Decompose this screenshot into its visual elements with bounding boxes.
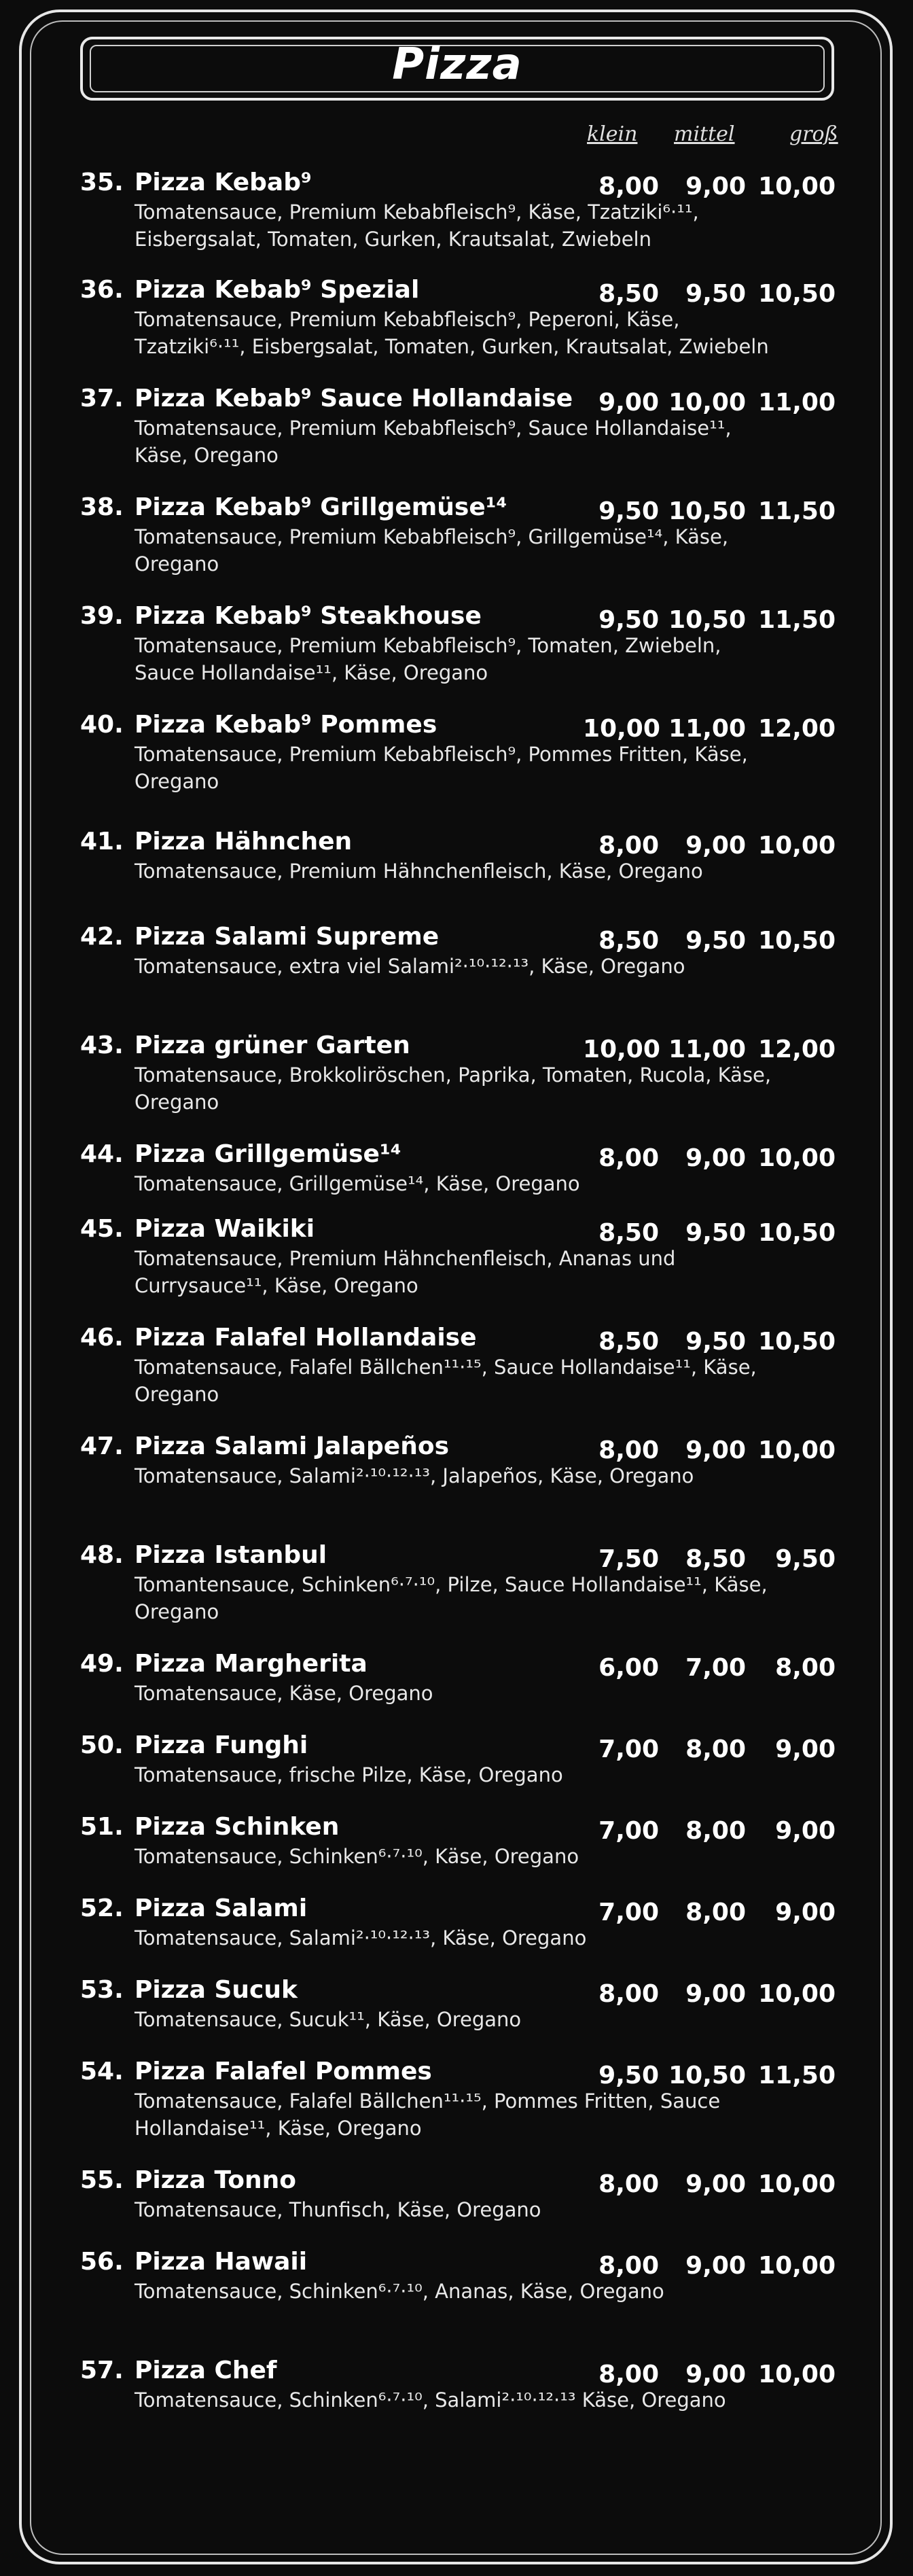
price-mittel: 8,00: [685, 1817, 746, 1845]
price-mittel: 10,50: [668, 2062, 746, 2089]
price-mittel: 9,00: [685, 2252, 746, 2280]
menu-item: [80, 602, 861, 686]
menu-item: [80, 923, 861, 980]
price-gross: 9,50: [775, 1545, 836, 1573]
price-mittel: 11,00: [668, 1036, 746, 1063]
item-name: Pizza Waikiki: [135, 1215, 315, 1243]
menu-item: [80, 1976, 861, 2033]
price-gross: 9,00: [775, 1899, 836, 1926]
item-number: 56.: [80, 2248, 124, 2276]
menu-item-header: [80, 1324, 861, 1354]
menu-item: [80, 169, 861, 253]
item-description: Tomatensauce, Premium Kebabfleisch⁹, Grillgemüse¹⁴, Käse, Oregano: [135, 525, 729, 576]
item-name: Pizza Kebab⁹ Pommes: [135, 711, 437, 739]
price-klein: 8,00: [598, 1144, 659, 1172]
size-medium-header: mittel: [674, 122, 735, 146]
price-gross: 10,00: [758, 2252, 836, 2280]
item-name: Pizza Sucuk: [135, 1976, 298, 2004]
price-klein: 10,00: [583, 715, 660, 743]
price-gross: 10,50: [758, 280, 836, 308]
price-gross: 10,00: [758, 832, 836, 860]
item-description: Tomatensauce, Premium Hähnchenfleisch, Ananas und Currysauce¹¹, Käse, Oregano: [135, 1247, 676, 1297]
menu-item-header: [80, 1731, 861, 1761]
menu-item-header: [80, 1650, 861, 1680]
item-number: 57.: [80, 2357, 124, 2384]
item-description: Tomatensauce, frische Pilze, Käse, Oregano: [135, 1763, 563, 1786]
item-name: Pizza Istanbul: [135, 1541, 327, 1569]
price-mittel: 9,50: [685, 927, 746, 955]
item-name: Pizza Salami: [135, 1894, 308, 1922]
menu-item-header: [80, 1432, 861, 1462]
menu-item-header: [80, 1894, 861, 1924]
item-description: Tomatensauce, Premium Kebabfleisch⁹, Pommes Fritten, Käse, Oregano: [135, 743, 748, 793]
price-gross: 10,50: [758, 1328, 836, 1356]
item-number: 36.: [80, 276, 124, 304]
menu-item-header: [80, 602, 861, 632]
menu-item: [80, 276, 861, 360]
price-mittel: 9,00: [685, 1980, 746, 2008]
price-klein: 8,00: [598, 2252, 659, 2280]
item-name: Pizza Grillgemüse¹⁴: [135, 1140, 401, 1168]
price-klein: 8,50: [598, 1219, 659, 1247]
price-klein: 8,00: [598, 2170, 659, 2198]
item-description: Tomatensauce, Falafel Bällchen¹¹·¹⁵, Sauce Hollandaise¹¹, Käse, Oregano: [135, 1356, 757, 1406]
menu-item-header: [80, 1976, 861, 2006]
item-number: 35.: [80, 169, 124, 196]
menu-item: [80, 1894, 861, 1952]
item-number: 44.: [80, 1140, 124, 1168]
price-gross: 10,00: [758, 1980, 836, 2008]
item-description: Tomatensauce, Schinken⁶·⁷·¹⁰, Salami²·¹⁰·¹²·¹³ Käse, Oregano: [135, 2388, 726, 2412]
menu-item-header: [80, 2248, 861, 2278]
price-mittel: 9,00: [685, 1436, 746, 1464]
price-klein: 6,00: [598, 1654, 659, 1682]
menu-item: [80, 1650, 861, 1707]
item-number: 55.: [80, 2166, 124, 2194]
item-name: Pizza Salami Supreme: [135, 923, 440, 951]
price-mittel: 9,50: [685, 280, 746, 308]
item-number: 40.: [80, 711, 124, 739]
menu-item-header: [80, 1813, 861, 1843]
price-klein: 7,00: [598, 1899, 659, 1926]
item-name: Pizza Kebab⁹ Grillgemüse¹⁴: [135, 493, 507, 521]
price-gross: 10,00: [758, 2170, 836, 2198]
menu-item: [80, 1140, 861, 1197]
menu-item: [80, 2248, 861, 2305]
price-klein: 8,50: [598, 280, 659, 308]
price-mittel: 7,00: [685, 1654, 746, 1682]
price-gross: 10,00: [758, 1436, 836, 1464]
price-mittel: 11,00: [668, 715, 746, 743]
price-gross: 10,00: [758, 173, 836, 200]
item-number: 50.: [80, 1731, 124, 1759]
menu-item: [80, 2357, 861, 2414]
item-number: 37.: [80, 385, 124, 412]
price-gross: 10,50: [758, 1219, 836, 1247]
price-mittel: 9,50: [685, 1328, 746, 1356]
item-name: Pizza Funghi: [135, 1731, 308, 1759]
price-mittel: 9,50: [685, 1219, 746, 1247]
price-mittel: 9,00: [685, 2361, 746, 2388]
price-klein: 9,00: [598, 389, 659, 417]
item-number: 51.: [80, 1813, 124, 1841]
item-name: Pizza Salami Jalapeños: [135, 1432, 449, 1460]
price-klein: 8,00: [598, 1980, 659, 2008]
menu-item: [80, 828, 861, 885]
item-name: Pizza Kebab⁹ Sauce Hollandaise: [135, 385, 573, 412]
item-name: Pizza grüner Garten: [135, 1031, 410, 1059]
price-klein: 10,00: [583, 1036, 660, 1063]
price-mittel: 9,00: [685, 173, 746, 200]
menu-item: [80, 1813, 861, 1870]
price-gross: 9,00: [775, 1735, 836, 1763]
item-description: Tomatensauce, Premium Kebabfleisch⁹, Käse, Tzatziki⁶·¹¹, Eisbergsalat, Tomaten, Gurken, Krautsalat, Zwiebeln: [135, 200, 699, 251]
size-large-header: groß: [789, 122, 838, 146]
menu-item-header: [80, 2357, 861, 2386]
item-number: 46.: [80, 1324, 124, 1352]
price-klein: 9,50: [598, 497, 659, 525]
item-description: Tomatensauce, Premium Kebabfleisch⁹, Sauce Hollandaise¹¹, Käse, Oregano: [135, 417, 732, 467]
item-name: Pizza Kebab⁹: [135, 169, 312, 196]
item-number: 45.: [80, 1215, 124, 1243]
item-name: Pizza Schinken: [135, 1813, 340, 1841]
menu-item-header: [80, 2058, 861, 2087]
item-number: 41.: [80, 828, 124, 855]
price-gross: 11,50: [758, 497, 836, 525]
item-number: 49.: [80, 1650, 124, 1678]
price-klein: 8,00: [598, 173, 659, 200]
price-mittel: 10,50: [668, 497, 746, 525]
item-name: Pizza Hawaii: [135, 2248, 308, 2276]
item-description: Tomatensauce, Thunfisch, Käse, Oregano: [135, 2198, 541, 2221]
menu-item-header: [80, 169, 861, 198]
menu-item-header: [80, 1140, 861, 1170]
item-number: 43.: [80, 1031, 124, 1059]
price-mittel: 9,00: [685, 2170, 746, 2198]
menu-item-header: [80, 923, 861, 953]
price-gross: 12,00: [758, 1036, 836, 1063]
menu-item: [80, 1432, 861, 1489]
menu-item: [80, 2058, 861, 2142]
price-klein: 7,00: [598, 1735, 659, 1763]
menu-item: [80, 385, 861, 469]
price-gross: 9,00: [775, 1817, 836, 1845]
item-number: 39.: [80, 602, 124, 630]
menu-item-header: [80, 828, 861, 858]
page-title: Pizza: [392, 39, 522, 90]
price-klein: 8,00: [598, 1436, 659, 1464]
item-description: Tomatensauce, Sucuk¹¹, Käse, Oregano: [135, 2008, 522, 2031]
price-klein: 8,50: [598, 927, 659, 955]
title-banner: [80, 26, 834, 111]
price-klein: 8,50: [598, 1328, 659, 1356]
price-klein: 8,00: [598, 2361, 659, 2388]
item-number: 53.: [80, 1976, 124, 2004]
menu-item: [80, 1215, 861, 1299]
menu-item: [80, 493, 861, 578]
price-gross: 8,00: [775, 1654, 836, 1682]
item-description: Tomatensauce, Premium Hähnchenfleisch, Käse, Oregano: [135, 860, 703, 883]
item-number: 38.: [80, 493, 124, 521]
price-klein: 7,50: [598, 1545, 659, 1573]
price-mittel: 10,50: [668, 606, 746, 634]
item-description: Tomatensauce, Käse, Oregano: [135, 1682, 433, 1705]
item-description: Tomantensauce, Schinken⁶·⁷·¹⁰, Pilze, Sauce Hollandaise¹¹, Käse, Oregano: [135, 1573, 768, 1623]
item-number: 47.: [80, 1432, 124, 1460]
item-name: Pizza Margherita: [135, 1650, 368, 1678]
menu-item: [80, 1541, 861, 1625]
size-small-header: klein: [587, 122, 638, 146]
size-headers: [0, 122, 913, 163]
menu-item-header: [80, 2166, 861, 2196]
item-description: Tomatensauce, Salami²·¹⁰·¹²·¹³, Käse, Oregano: [135, 1926, 587, 1949]
menu-item: [80, 1031, 861, 1116]
item-name: Pizza Chef: [135, 2357, 277, 2384]
price-gross: 11,50: [758, 2062, 836, 2089]
price-gross: 10,00: [758, 1144, 836, 1172]
item-number: 52.: [80, 1894, 124, 1922]
price-mittel: 8,50: [685, 1545, 746, 1573]
item-description: Tomatensauce, Premium Kebabfleisch⁹, Peperoni, Käse, Tzatziki⁶·¹¹, Eisbergsalat, Tomaten, Gurken, Krautsalat, Zwiebeln: [135, 308, 769, 358]
item-name: Pizza Falafel Pommes: [135, 2058, 432, 2085]
item-name: Pizza Falafel Hollandaise: [135, 1324, 477, 1352]
price-mittel: 9,00: [685, 1144, 746, 1172]
price-klein: 8,00: [598, 832, 659, 860]
price-gross: 10,00: [758, 2361, 836, 2388]
price-mittel: 10,00: [668, 389, 746, 417]
price-klein: 9,50: [598, 2062, 659, 2089]
menu-item: [80, 1324, 861, 1408]
price-gross: 11,50: [758, 606, 836, 634]
price-gross: 11,00: [758, 389, 836, 417]
item-description: Tomatensauce, extra viel Salami²·¹⁰·¹²·¹³, Käse, Oregano: [135, 955, 685, 978]
menu-item-header: [80, 1031, 861, 1061]
item-number: 48.: [80, 1541, 124, 1569]
price-gross: 10,50: [758, 927, 836, 955]
menu-item-header: [80, 711, 861, 741]
item-description: Tomatensauce, Schinken⁶·⁷·¹⁰, Käse, Oregano: [135, 1845, 579, 1868]
price-mittel: 8,00: [685, 1899, 746, 1926]
menu-item: [80, 1731, 861, 1788]
item-description: Tomatensauce, Salami²·¹⁰·¹²·¹³, Jalapeños, Käse, Oregano: [135, 1464, 694, 1487]
price-klein: 9,50: [598, 606, 659, 634]
price-klein: 7,00: [598, 1817, 659, 1845]
item-number: 42.: [80, 923, 124, 951]
item-description: Tomatensauce, Premium Kebabfleisch⁹, Tomaten, Zwiebeln, Sauce Hollandaise¹¹, Käse, Oregano: [135, 634, 721, 684]
item-name: Pizza Hähnchen: [135, 828, 353, 855]
item-description: Tomatensauce, Schinken⁶·⁷·¹⁰, Ananas, Käse, Oregano: [135, 2280, 664, 2303]
item-description: Tomatensauce, Falafel Bällchen¹¹·¹⁵, Pommes Fritten, Sauce Hollandaise¹¹, Käse, Oregano: [135, 2089, 721, 2140]
item-name: Pizza Tonno: [135, 2166, 296, 2194]
item-name: Pizza Kebab⁹ Spezial: [135, 276, 420, 304]
item-number: 54.: [80, 2058, 124, 2085]
item-name: Pizza Kebab⁹ Steakhouse: [135, 602, 482, 630]
item-description: Tomatensauce, Brokkoliröschen, Paprika, Tomaten, Rucola, Käse, Oregano: [135, 1063, 772, 1114]
menu-item: [80, 711, 861, 795]
price-mittel: 9,00: [685, 832, 746, 860]
menu-item-header: [80, 1215, 861, 1245]
price-gross: 12,00: [758, 715, 836, 743]
menu-item-header: [80, 493, 861, 523]
price-mittel: 8,00: [685, 1735, 746, 1763]
menu-item-header: [80, 1541, 861, 1571]
menu-item-header: [80, 276, 861, 306]
menu-item: [80, 2166, 861, 2223]
item-description: Tomatensauce, Grillgemüse¹⁴, Käse, Oregano: [135, 1172, 580, 1195]
menu-item-header: [80, 385, 861, 417]
